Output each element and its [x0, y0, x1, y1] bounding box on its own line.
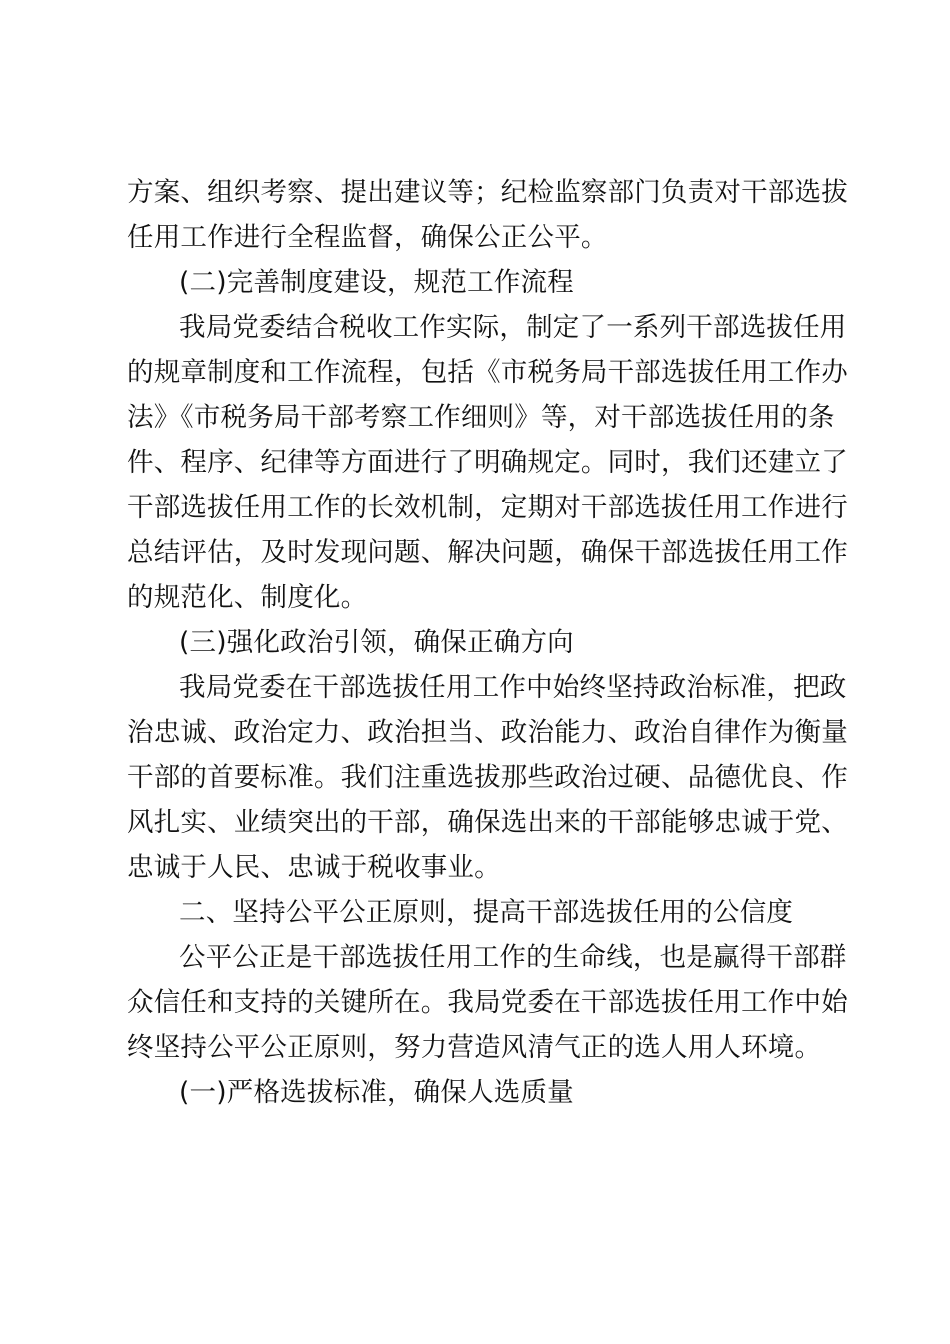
- text-line: 方案、组织考察、提出建议等；纪检监察部门负责对干部选拔: [127, 177, 848, 208]
- text-line: 总结评估，及时发现问题、解决问题，确保干部选拔任用工作: [127, 537, 848, 568]
- text-line: 我局党委在干部选拔任用工作中始终坚持政治标准，把政: [179, 672, 847, 703]
- section-heading: (三)强化政治引领，确保正确方向: [179, 627, 574, 658]
- text-line: 公平公正是干部选拔任用工作的生命线，也是赢得干部群: [179, 942, 847, 973]
- text-line: 我局党委结合税收工作实际，制定了一系列干部选拔任用: [179, 312, 847, 343]
- text-line: 众信任和支持的关键所在。我局党委在干部选拔任用工作中始: [127, 987, 848, 1018]
- document-body: [127, 170, 848, 1115]
- text-line: 干部选拔任用工作的长效机制，定期对干部选拔任用工作进行: [127, 492, 848, 523]
- text-line: 干部的首要标准。我们注重选拔那些政治过硬、品德优良、作: [127, 762, 848, 793]
- text-line: 忠诚于人民、忠诚于税收事业。: [127, 852, 501, 883]
- text-line: 风扎实、业绩突出的干部，确保选出来的干部能够忠诚于党、: [127, 807, 848, 838]
- text-line: 任用工作进行全程监督，确保公正公平。: [127, 222, 608, 253]
- section-heading: (一)严格选拔标准，确保人选质量: [179, 1077, 574, 1108]
- chapter-heading: 二、坚持公平公正原则，提高干部选拔任用的公信度: [179, 897, 794, 928]
- text-line: 件、程序、纪律等方面进行了明确规定。同时，我们还建立了: [127, 447, 848, 478]
- section-heading: (二)完善制度建设，规范工作流程: [179, 267, 574, 298]
- text-line: 治忠诚、政治定力、政治担当、政治能力、政治自律作为衡量: [127, 717, 848, 748]
- text-line: 的规章制度和工作流程，包括《市税务局干部选拔任用工作办: [127, 357, 848, 388]
- text-line: 终坚持公平公正原则，努力营造风清气正的选人用人环境。: [127, 1032, 822, 1063]
- text-line: 法》《市税务局干部考察工作细则》等，对干部选拔任用的条: [127, 402, 835, 433]
- text-line: 的规范化、制度化。: [127, 582, 368, 613]
